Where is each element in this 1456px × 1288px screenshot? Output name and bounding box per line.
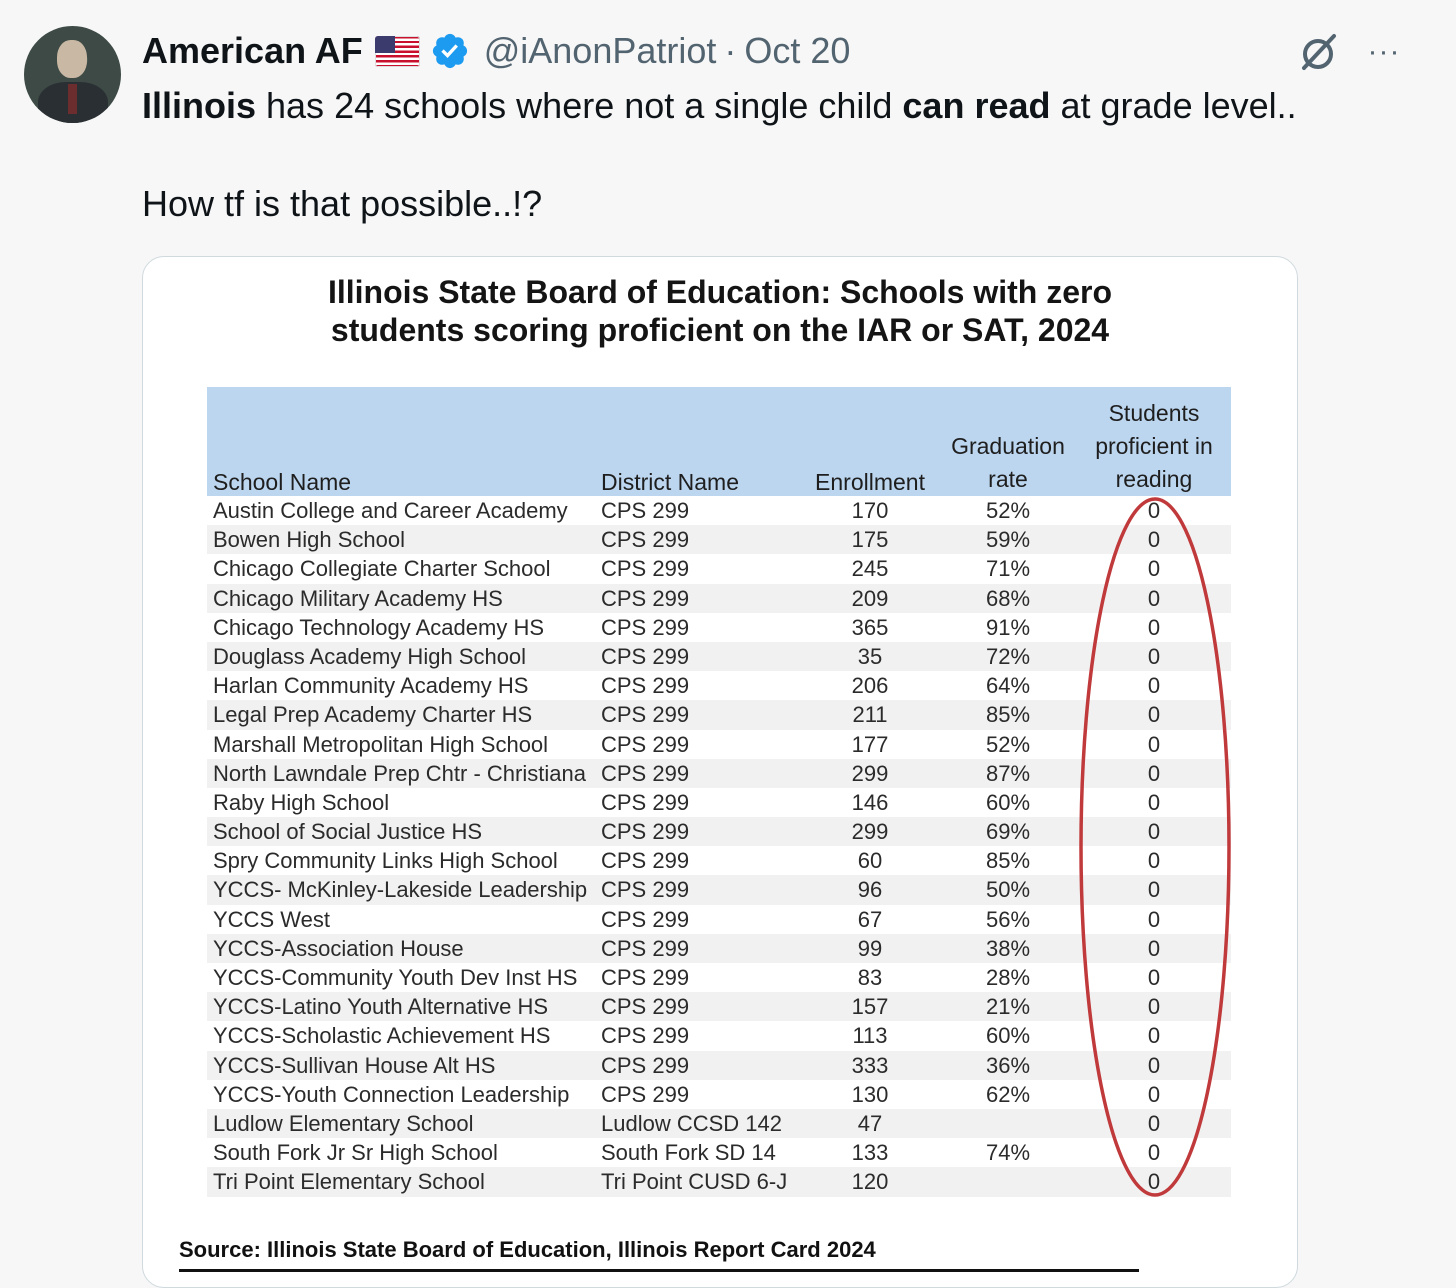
- cell-district-name: CPS 299: [601, 1052, 690, 1078]
- cell-school-name: Ludlow Elementary School: [213, 1110, 474, 1136]
- cell-district-name: CPS 299: [601, 819, 690, 845]
- tweet-text-bold: can read: [902, 85, 1051, 126]
- cell-graduation-rate: 28%: [985, 965, 1031, 990]
- cell-enrollment: 67: [857, 906, 883, 932]
- cell-graduation-rate: 56%: [985, 906, 1031, 932]
- cell-proficient-reading: 0: [1147, 789, 1161, 815]
- cell-proficient-reading: 0: [1147, 1169, 1161, 1195]
- cell-proficient-reading: 0: [1147, 1052, 1161, 1078]
- tweet-text-bold: Illinois: [142, 85, 257, 126]
- image-source: Source: Illinois State Board of Education, Illinois Report Card 2024: [179, 1237, 876, 1262]
- cell-district-name: CPS 299: [601, 673, 690, 699]
- cell-district-name: South Fork SD 14: [601, 1140, 776, 1166]
- cell-district-name: CPS 299: [601, 498, 690, 523]
- image-title-line-1: Illinois State Board of Education: Schools with zero: [327, 274, 1113, 310]
- image-title: [143, 273, 1297, 349]
- cell-proficient-reading: 0: [1147, 1140, 1161, 1166]
- cell-enrollment: 175: [851, 527, 889, 553]
- author-handle[interactable]: @iAnonPatriot: [483, 30, 717, 71]
- cell-proficient-reading: 0: [1147, 1081, 1161, 1107]
- author-display-name[interactable]: American AF: [142, 30, 363, 71]
- table-row: [207, 963, 1231, 992]
- table-row: [207, 700, 1231, 729]
- table-row: [207, 554, 1231, 583]
- cell-school-name: YCCS West: [213, 906, 330, 932]
- cell-district-name: Tri Point CUSD 6-J: [601, 1169, 788, 1195]
- cell-school-name: Chicago Collegiate Charter School: [213, 556, 551, 582]
- cell-school-name: Chicago Technology Academy HS: [213, 614, 545, 640]
- table-row: [207, 875, 1231, 904]
- cell-graduation-rate: 87%: [985, 760, 1031, 786]
- cell-enrollment: 35: [857, 643, 883, 669]
- cell-district-name: CPS 299: [601, 760, 690, 786]
- cell-proficient-reading: 0: [1147, 643, 1161, 669]
- cell-district-name: CPS 299: [601, 848, 690, 874]
- cell-school-name: Bowen High School: [213, 527, 406, 553]
- cell-school-name: YCCS-Youth Connection Leadership: [213, 1081, 570, 1107]
- cell-district-name: CPS 299: [601, 1023, 690, 1049]
- cell-district-name: CPS 299: [601, 585, 690, 611]
- cell-proficient-reading: 0: [1147, 877, 1161, 903]
- cell-enrollment: 245: [851, 556, 889, 582]
- cell-district-name: CPS 299: [601, 556, 690, 582]
- cell-proficient-reading: 0: [1147, 935, 1161, 961]
- grok-icon[interactable]: [1296, 30, 1340, 74]
- tweet-image[interactable]: [142, 256, 1298, 1288]
- cell-enrollment: 209: [851, 585, 889, 611]
- header-graduation-rate: [943, 430, 1073, 496]
- table-row: [207, 642, 1231, 671]
- cell-district-name: Ludlow CCSD 142: [601, 1110, 782, 1136]
- cell-graduation-rate: 71%: [985, 556, 1031, 582]
- header-proficient-line-3: reading: [1115, 466, 1193, 492]
- table-row: [207, 905, 1231, 934]
- cell-school-name: School of Social Justice HS: [213, 819, 483, 845]
- header-enrollment: Enrollment: [815, 469, 925, 495]
- table-row: [207, 759, 1231, 788]
- table-row: [207, 1109, 1231, 1138]
- cell-enrollment: 60: [857, 848, 883, 874]
- cell-enrollment: 299: [851, 819, 889, 845]
- cell-proficient-reading: 0: [1147, 994, 1161, 1020]
- cell-proficient-reading: 0: [1147, 614, 1161, 640]
- cell-graduation-rate: 62%: [985, 1081, 1031, 1107]
- cell-proficient-reading: 0: [1147, 673, 1161, 699]
- table-row: [207, 817, 1231, 846]
- header-graduation-line-1: Graduation: [951, 433, 1065, 459]
- cell-enrollment: 99: [857, 935, 883, 961]
- date-separator: ·: [724, 30, 737, 71]
- tweet-date[interactable]: Oct 20: [744, 30, 851, 71]
- us-flag-icon: [375, 36, 420, 67]
- cell-district-name: CPS 299: [601, 994, 690, 1020]
- cell-proficient-reading: 0: [1147, 1023, 1161, 1049]
- cell-enrollment: 96: [857, 877, 883, 903]
- cell-district-name: CPS 299: [601, 527, 690, 553]
- header-graduation-line-2: rate: [988, 466, 1028, 492]
- table-row: [207, 525, 1231, 554]
- cell-district-name: CPS 299: [601, 1081, 690, 1107]
- cell-school-name: Spry Community Links High School: [213, 848, 558, 874]
- cell-school-name: YCCS-Association House: [213, 935, 464, 961]
- cell-graduation-rate: 91%: [985, 614, 1031, 640]
- table-row: [207, 1080, 1231, 1109]
- cell-proficient-reading: 0: [1147, 965, 1161, 990]
- cell-graduation-rate: 52%: [985, 731, 1031, 757]
- table-header: [207, 387, 1231, 496]
- cell-proficient-reading: 0: [1147, 906, 1161, 932]
- header-district-name: District Name: [601, 469, 740, 495]
- tweet-text: has 24 schools where not a single child: [256, 85, 903, 126]
- table-row: [207, 992, 1231, 1021]
- table-row: [207, 1021, 1231, 1050]
- cell-enrollment: 206: [851, 673, 889, 699]
- cell-proficient-reading: 0: [1147, 527, 1161, 553]
- cell-enrollment: 157: [851, 994, 889, 1020]
- cell-school-name: Legal Prep Academy Charter HS: [213, 702, 533, 728]
- cell-proficient-reading: 0: [1147, 1110, 1161, 1136]
- schools-table: [207, 387, 1231, 1197]
- cell-enrollment: 365: [851, 614, 889, 640]
- verified-badge-icon[interactable]: [430, 31, 470, 71]
- cell-enrollment: 177: [851, 731, 889, 757]
- table-row: [207, 1167, 1231, 1196]
- table-row: [207, 613, 1231, 642]
- cell-graduation-rate: 85%: [985, 848, 1031, 874]
- cell-enrollment: 120: [851, 1169, 889, 1195]
- cell-graduation-rate: 72%: [985, 643, 1031, 669]
- cell-enrollment: 299: [851, 760, 889, 786]
- cell-enrollment: 133: [851, 1140, 889, 1166]
- cell-proficient-reading: 0: [1147, 498, 1161, 523]
- cell-school-name: YCCS- McKinley-Lakeside Leadership: [213, 877, 588, 903]
- cell-enrollment: 333: [851, 1052, 889, 1078]
- more-icon[interactable]: ···: [1367, 35, 1401, 68]
- cell-school-name: Austin College and Career Academy: [213, 498, 568, 523]
- cell-district-name: CPS 299: [601, 965, 690, 990]
- table-row: [207, 1051, 1231, 1080]
- cell-district-name: CPS 299: [601, 614, 690, 640]
- cell-district-name: CPS 299: [601, 731, 690, 757]
- header-proficient-line-2: proficient in: [1095, 433, 1213, 459]
- cell-school-name: YCCS-Latino Youth Alternative HS: [213, 994, 549, 1020]
- cell-school-name: YCCS-Sullivan House Alt HS: [213, 1052, 496, 1078]
- cell-enrollment: 170: [851, 498, 889, 523]
- tweet-line-1: [142, 82, 1432, 130]
- cell-school-name: Raby High School: [213, 789, 390, 815]
- cell-graduation-rate: 68%: [985, 585, 1031, 611]
- cell-enrollment: 47: [857, 1110, 883, 1136]
- cell-district-name: CPS 299: [601, 935, 690, 961]
- cell-enrollment: 146: [851, 789, 889, 815]
- header-school-name: School Name: [213, 469, 352, 495]
- cell-enrollment: 211: [852, 702, 888, 728]
- table-row: [207, 496, 1231, 525]
- source-underline: [179, 1269, 1139, 1272]
- cell-graduation-rate: 64%: [985, 673, 1031, 699]
- avatar-face: [57, 40, 87, 78]
- cell-graduation-rate: 21%: [985, 994, 1031, 1020]
- cell-enrollment: 83: [857, 965, 883, 990]
- cell-graduation-rate: 38%: [985, 935, 1031, 961]
- cell-graduation-rate: 59%: [985, 527, 1031, 553]
- cell-school-name: Douglass Academy High School: [213, 643, 527, 669]
- cell-proficient-reading: 0: [1147, 731, 1161, 757]
- cell-graduation-rate: 36%: [985, 1052, 1031, 1078]
- cell-school-name: YCCS-Scholastic Achievement HS: [213, 1023, 551, 1049]
- cell-school-name: North Lawndale Prep Chtr - Christiana: [213, 760, 586, 786]
- cell-district-name: CPS 299: [601, 702, 690, 728]
- tweet-line-2: How tf is that possible..!?: [142, 183, 543, 224]
- cell-enrollment: 130: [851, 1081, 889, 1107]
- cell-proficient-reading: 0: [1147, 760, 1161, 786]
- cell-proficient-reading: 0: [1147, 556, 1161, 582]
- cell-school-name: YCCS-Community Youth Dev Inst HS: [213, 965, 578, 990]
- table-row: [207, 788, 1231, 817]
- cell-enrollment: 113: [852, 1023, 888, 1049]
- cell-district-name: CPS 299: [601, 789, 690, 815]
- table-row: [207, 730, 1231, 759]
- cell-graduation-rate: 60%: [985, 789, 1031, 815]
- cell-proficient-reading: 0: [1147, 702, 1161, 728]
- cell-school-name: Tri Point Elementary School: [213, 1169, 485, 1195]
- cell-proficient-reading: 0: [1147, 819, 1161, 845]
- table-row: [207, 584, 1231, 613]
- cell-graduation-rate: 52%: [985, 498, 1031, 523]
- tweet-body: [142, 82, 1432, 228]
- table-body: [207, 496, 1231, 1197]
- tweet-header: [142, 28, 850, 74]
- cell-district-name: CPS 299: [601, 906, 690, 932]
- table-row: [207, 934, 1231, 963]
- cell-district-name: CPS 299: [601, 643, 690, 669]
- cell-school-name: South Fork Jr Sr High School: [213, 1140, 498, 1166]
- cell-school-name: Marshall Metropolitan High School: [213, 731, 549, 757]
- tweet-text: at grade level..: [1050, 85, 1297, 126]
- cell-graduation-rate: 60%: [985, 1023, 1031, 1049]
- table-row: [207, 846, 1231, 875]
- cell-district-name: CPS 299: [601, 877, 690, 903]
- header-proficient-reading: [1081, 397, 1227, 496]
- avatar[interactable]: [24, 26, 121, 123]
- cell-graduation-rate: 69%: [985, 819, 1031, 845]
- cell-graduation-rate: 85%: [985, 702, 1031, 728]
- cell-proficient-reading: 0: [1147, 848, 1161, 874]
- cell-graduation-rate: 74%: [985, 1140, 1031, 1166]
- table-row: [207, 1138, 1231, 1167]
- cell-school-name: Chicago Military Academy HS: [213, 585, 503, 611]
- cell-proficient-reading: 0: [1147, 585, 1161, 611]
- table-row: [207, 671, 1231, 700]
- cell-graduation-rate: 50%: [985, 877, 1031, 903]
- header-proficient-line-1: Students: [1108, 400, 1200, 426]
- avatar-tie: [68, 84, 77, 114]
- image-title-line-2: students scoring proficient on the IAR or SAT, 2024: [330, 312, 1110, 348]
- cell-school-name: Harlan Community Academy HS: [213, 673, 529, 699]
